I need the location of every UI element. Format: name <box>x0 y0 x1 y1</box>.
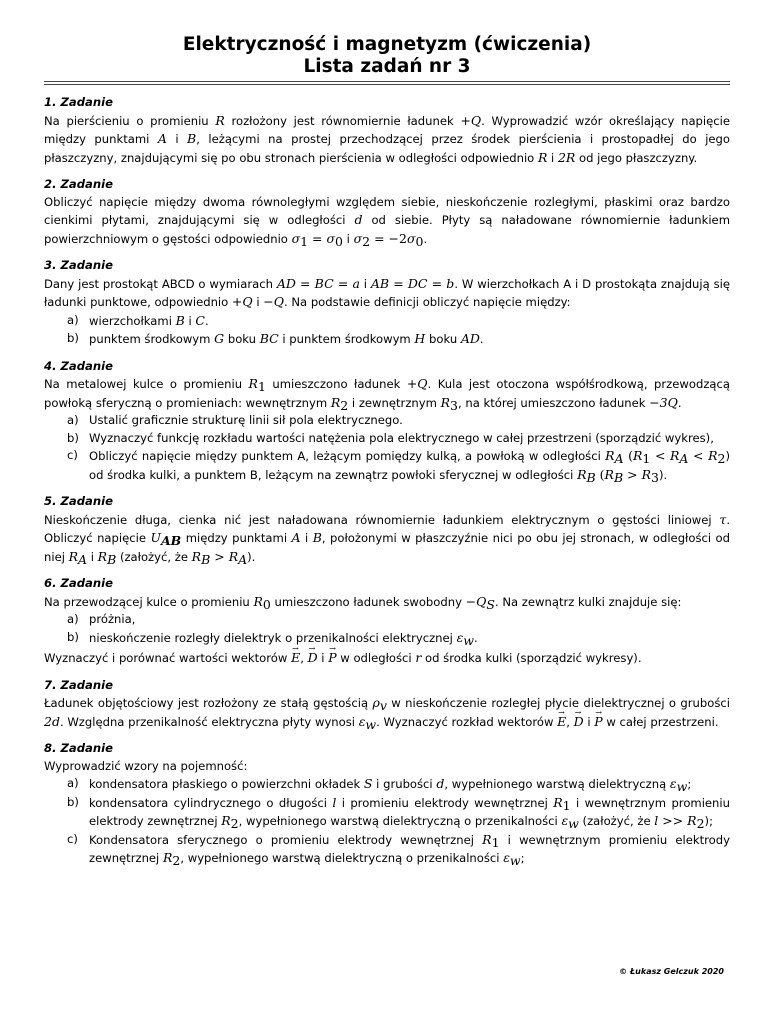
list-item: a) wierzchołkami B i C. <box>67 312 209 328</box>
task-5 <box>44 493 730 566</box>
task-8-text: Wyprowadzić wzory na pojemność: <box>44 758 248 773</box>
list-item: c) Kondensatora sferycznego o promieniu elektrody wewnętrznej $R_1$ i wewnętrznym promieniu elektrody zewnętrznej $R_2$, wypełnionego warstwą dielektryczną o przenikalności $\varepsilon_w$; <box>67 831 730 868</box>
task-8-heading: 8. Zadanie <box>44 741 113 755</box>
task-3 <box>44 257 730 349</box>
task-6-text: Na przewodzącej kulce o promieniu $R_0$ umieszczono ładunek swobodny $-Q_S$. Na zewnątrz kulki znajduje się: <box>44 593 682 612</box>
list-item: c) Obliczyć napięcie między punktem A, leżącym pomiędzy kulką, a powłoką w odległości $R_A$ $(R_1 < R_A < R_2)$ od środka kulki, a punktem B, leżącym na zewnątrz powłoki sferycznej w odległości $R_B$ $(R_B > R_3)$. <box>67 448 730 485</box>
task-6 <box>44 575 730 668</box>
task-8 <box>44 740 730 868</box>
task-5-heading: 5. Zadanie <box>44 494 113 508</box>
task-1 <box>44 94 730 167</box>
list-item: b) Wyznaczyć funkcję rozkładu wartości natężenia pola elektrycznego w całej przestrzeni (sporządzić wykres), <box>67 430 714 445</box>
task-1-text: Na pierścieniu o promieniu R rozłożony jest równomiernie ładunek +Q. Wyprowadzić wzór określający napięcie między punktami A i B, leżącymi na prostej przechodzącej przez środek pierścienia i prostopadłej do jego płaszczyzny, znajdującymi się po obu stronach pierścienia w odległości odpowiednio R i 2R od jego płaszczyzny. <box>44 112 730 165</box>
list-item: a) Ustalić graficznie strukturę linii sił pola elektrycznego. <box>67 413 403 427</box>
task-5-text: Nieskończenie długa, cienka nić jest naładowana równomiernie ładunkiem elektrycznym o gęstości liniowej τ. Obliczyć napięcie $U_{AB}$ między punktami A i B, położonymi w płaszczyźnie nici po obu jej stronach, w odległości od niej $R_A$ i $R_B$ (założyć, że $R_B > R_A$). <box>44 511 730 567</box>
list-item: a) kondensatora płaskiego o powierzchni okładek S i grubości d, wypełnionego warstwą dielektryczną $\varepsilon_w$; <box>67 776 692 794</box>
task-1-heading: 1. Zadanie <box>44 95 113 109</box>
title-divider <box>44 81 730 85</box>
task-8-list <box>44 775 730 868</box>
page-title <box>44 34 730 78</box>
copyright-footer: © Łukasz Gelczuk 2020 <box>619 967 724 976</box>
task-6-list <box>44 611 730 647</box>
task-2-text: Obliczyć napięcie między dwoma równoległymi względem siebie, nieskończenie rozległymi, płaskimi oraz bardzo cienkimi płytami, znajdującymi się w odległości d od siebie. Płyty są naładowane równomiernie ładunkiem powierzchniowym o gęstości odpowiednio $\sigma_1 = \sigma_0$ i $\sigma_2 = -2\sigma_0$. <box>44 194 730 249</box>
task-3-text: Dany jest prostokąt ABCD o wymiarach AD = BC = a i AB = DC = b. W wierzchołkach A i D prostokąta znajdują się ładunki punktowe, odpowiednio +Q i −Q. Na podstawie definicji obliczyć napięcie między: <box>44 275 730 309</box>
list-item: b) punktem środkowym G boku BC i punktem środkowym H boku AD. <box>67 331 484 346</box>
task-7 <box>44 677 730 732</box>
task-4-list <box>44 412 730 484</box>
title-line-2: Lista zadań nr 3 <box>303 56 471 77</box>
list-item: a) próżnia, <box>67 612 136 626</box>
task-2-heading: 2. Zadanie <box>44 177 113 191</box>
title-line-1: Elektryczność i magnetyzm (ćwiczenia) <box>182 34 592 55</box>
task-6-heading: 6. Zadanie <box>44 576 113 590</box>
document-page <box>44 34 730 868</box>
task-3-heading: 3. Zadanie <box>44 258 113 272</box>
task-4-heading: 4. Zadanie <box>44 358 113 373</box>
task-4-text: Na metalowej kulce o promieniu $R_1$ umieszczono ładunek +Q. Kula jest otoczona współśrodkową, przewodzącą powłoką sferyczną o promieniach: wewnętrznym $R_2$ i zewnętrznym $R_3$, na której umieszczono ładunek −3Q. <box>44 376 730 413</box>
task-4 <box>44 358 730 485</box>
task-3-list <box>44 312 730 349</box>
list-item: b) nieskończenie rozległy dielektryk o przenikalności elektrycznej $\varepsilon_w$. <box>67 629 478 648</box>
list-item: b) kondensatora cylindrycznego o długości l i promieniu elektrody wewnętrznej $R_1$ i wewnętrznym promieniu elektrody zewnętrznej $R_2$, wypełnionego warstwą dielektryczną o przenikalności $\varepsilon_w$ (założyć, że $l >> R_2$); <box>67 794 730 831</box>
task-7-heading: 7. Zadanie <box>44 677 113 692</box>
task-2 <box>44 176 730 248</box>
task-7-text: Ładunek objętościowy jest rozłożony ze stałą gęstością $\rho_v$ w nieskończenie rozległej płycie dielektrycznej o grubości 2d. Względna przenikalność elektryczna płyty wynosi $\varepsilon_w$. Wyznaczyć rozkład wektorów → E, → D i → P w całej przestrzeni. <box>44 694 730 731</box>
task-6-conclusion: Wyznaczyć i porównać wartości wektorów → E, → D i → P w odległości r od środka kulki (sporządzić wykresy). <box>44 649 730 668</box>
